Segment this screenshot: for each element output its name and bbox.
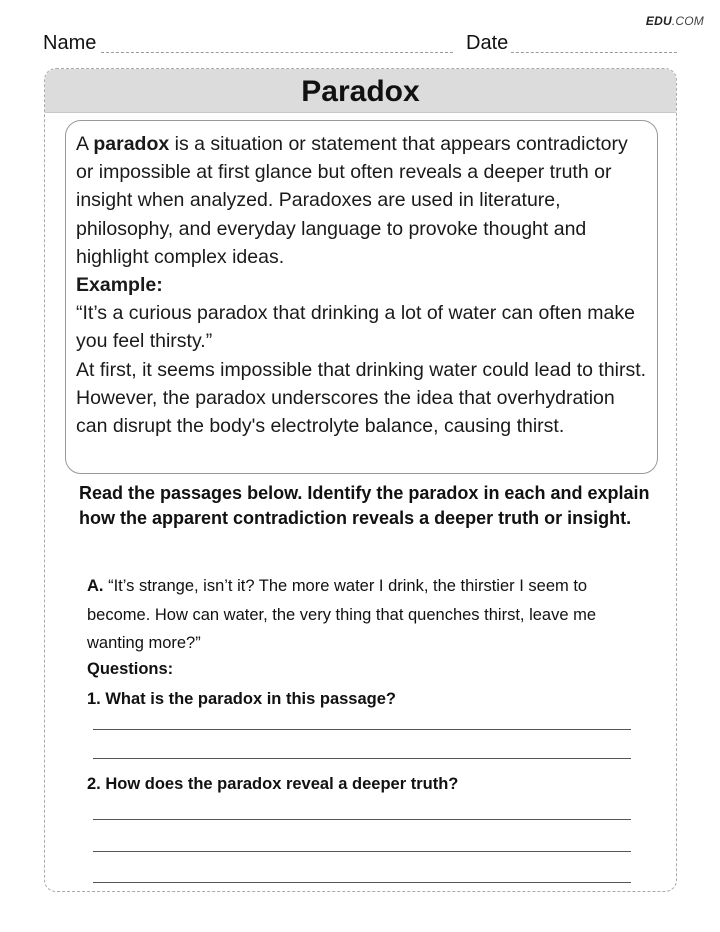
question-2: 2. How does the paradox reveal a deeper truth? (87, 775, 459, 793)
answer-line-q1-1[interactable] (93, 729, 631, 730)
instructions: Read the passages below. Identify the paradox in each and explain how the apparent contradiction reveals a deeper truth or insight. (79, 483, 650, 528)
name-date-row (43, 32, 677, 56)
answer-line-q2-2[interactable] (93, 851, 631, 852)
worksheet-card (44, 68, 677, 892)
name-field[interactable] (101, 52, 453, 53)
passage-a-text: “It’s strange, isn’t it? The more water I drink, the thirstier I seem to become. How can water, the very thing that quenches thirst, leave me wanting more?” (87, 577, 597, 652)
example-explanation: At first, it seems impossible that drinking water could lead to thirst. However, the paradox underscores the idea that overhydration can disrupt the body's electrolyte balance, causing thirst. (76, 358, 647, 438)
definition-article: A (76, 133, 94, 155)
answer-line-q2-3[interactable] (93, 882, 631, 883)
name-label: Name (43, 32, 97, 54)
example-label (76, 271, 647, 299)
date-label: Date (466, 32, 509, 54)
definition-paragraph (76, 130, 647, 271)
answer-line-q1-2[interactable] (93, 758, 631, 759)
brand-logo (646, 14, 704, 28)
definition-term: paradox (93, 133, 170, 155)
definition-body: is a situation or statement that appears contradictory or impossible at first glance but often reveals a deeper truth or insight when analyzed. Paradoxes are used in literature, philosophy, and everyday language to provoke thought and highlight complex ideas. (76, 133, 628, 268)
questions-heading: Questions: (87, 660, 174, 678)
passage-a (87, 572, 647, 658)
date-field[interactable] (511, 52, 677, 53)
answer-line-q2-1[interactable] (93, 819, 631, 820)
example-quote: “It’s a curious paradox that drinking a lot of water can often make you feel thirsty.” (76, 302, 635, 353)
definition-box (65, 120, 658, 474)
brand-logo-text: EDU (645, 14, 672, 28)
brand-logo-suffix: .COM (671, 14, 704, 28)
passage-a-letter: A. (87, 577, 104, 595)
worksheet-header (45, 69, 676, 113)
page-title: Paradox (301, 75, 420, 108)
example-label-text: Example: (76, 274, 163, 297)
question-1: 1. What is the paradox in this passage? (87, 690, 396, 708)
